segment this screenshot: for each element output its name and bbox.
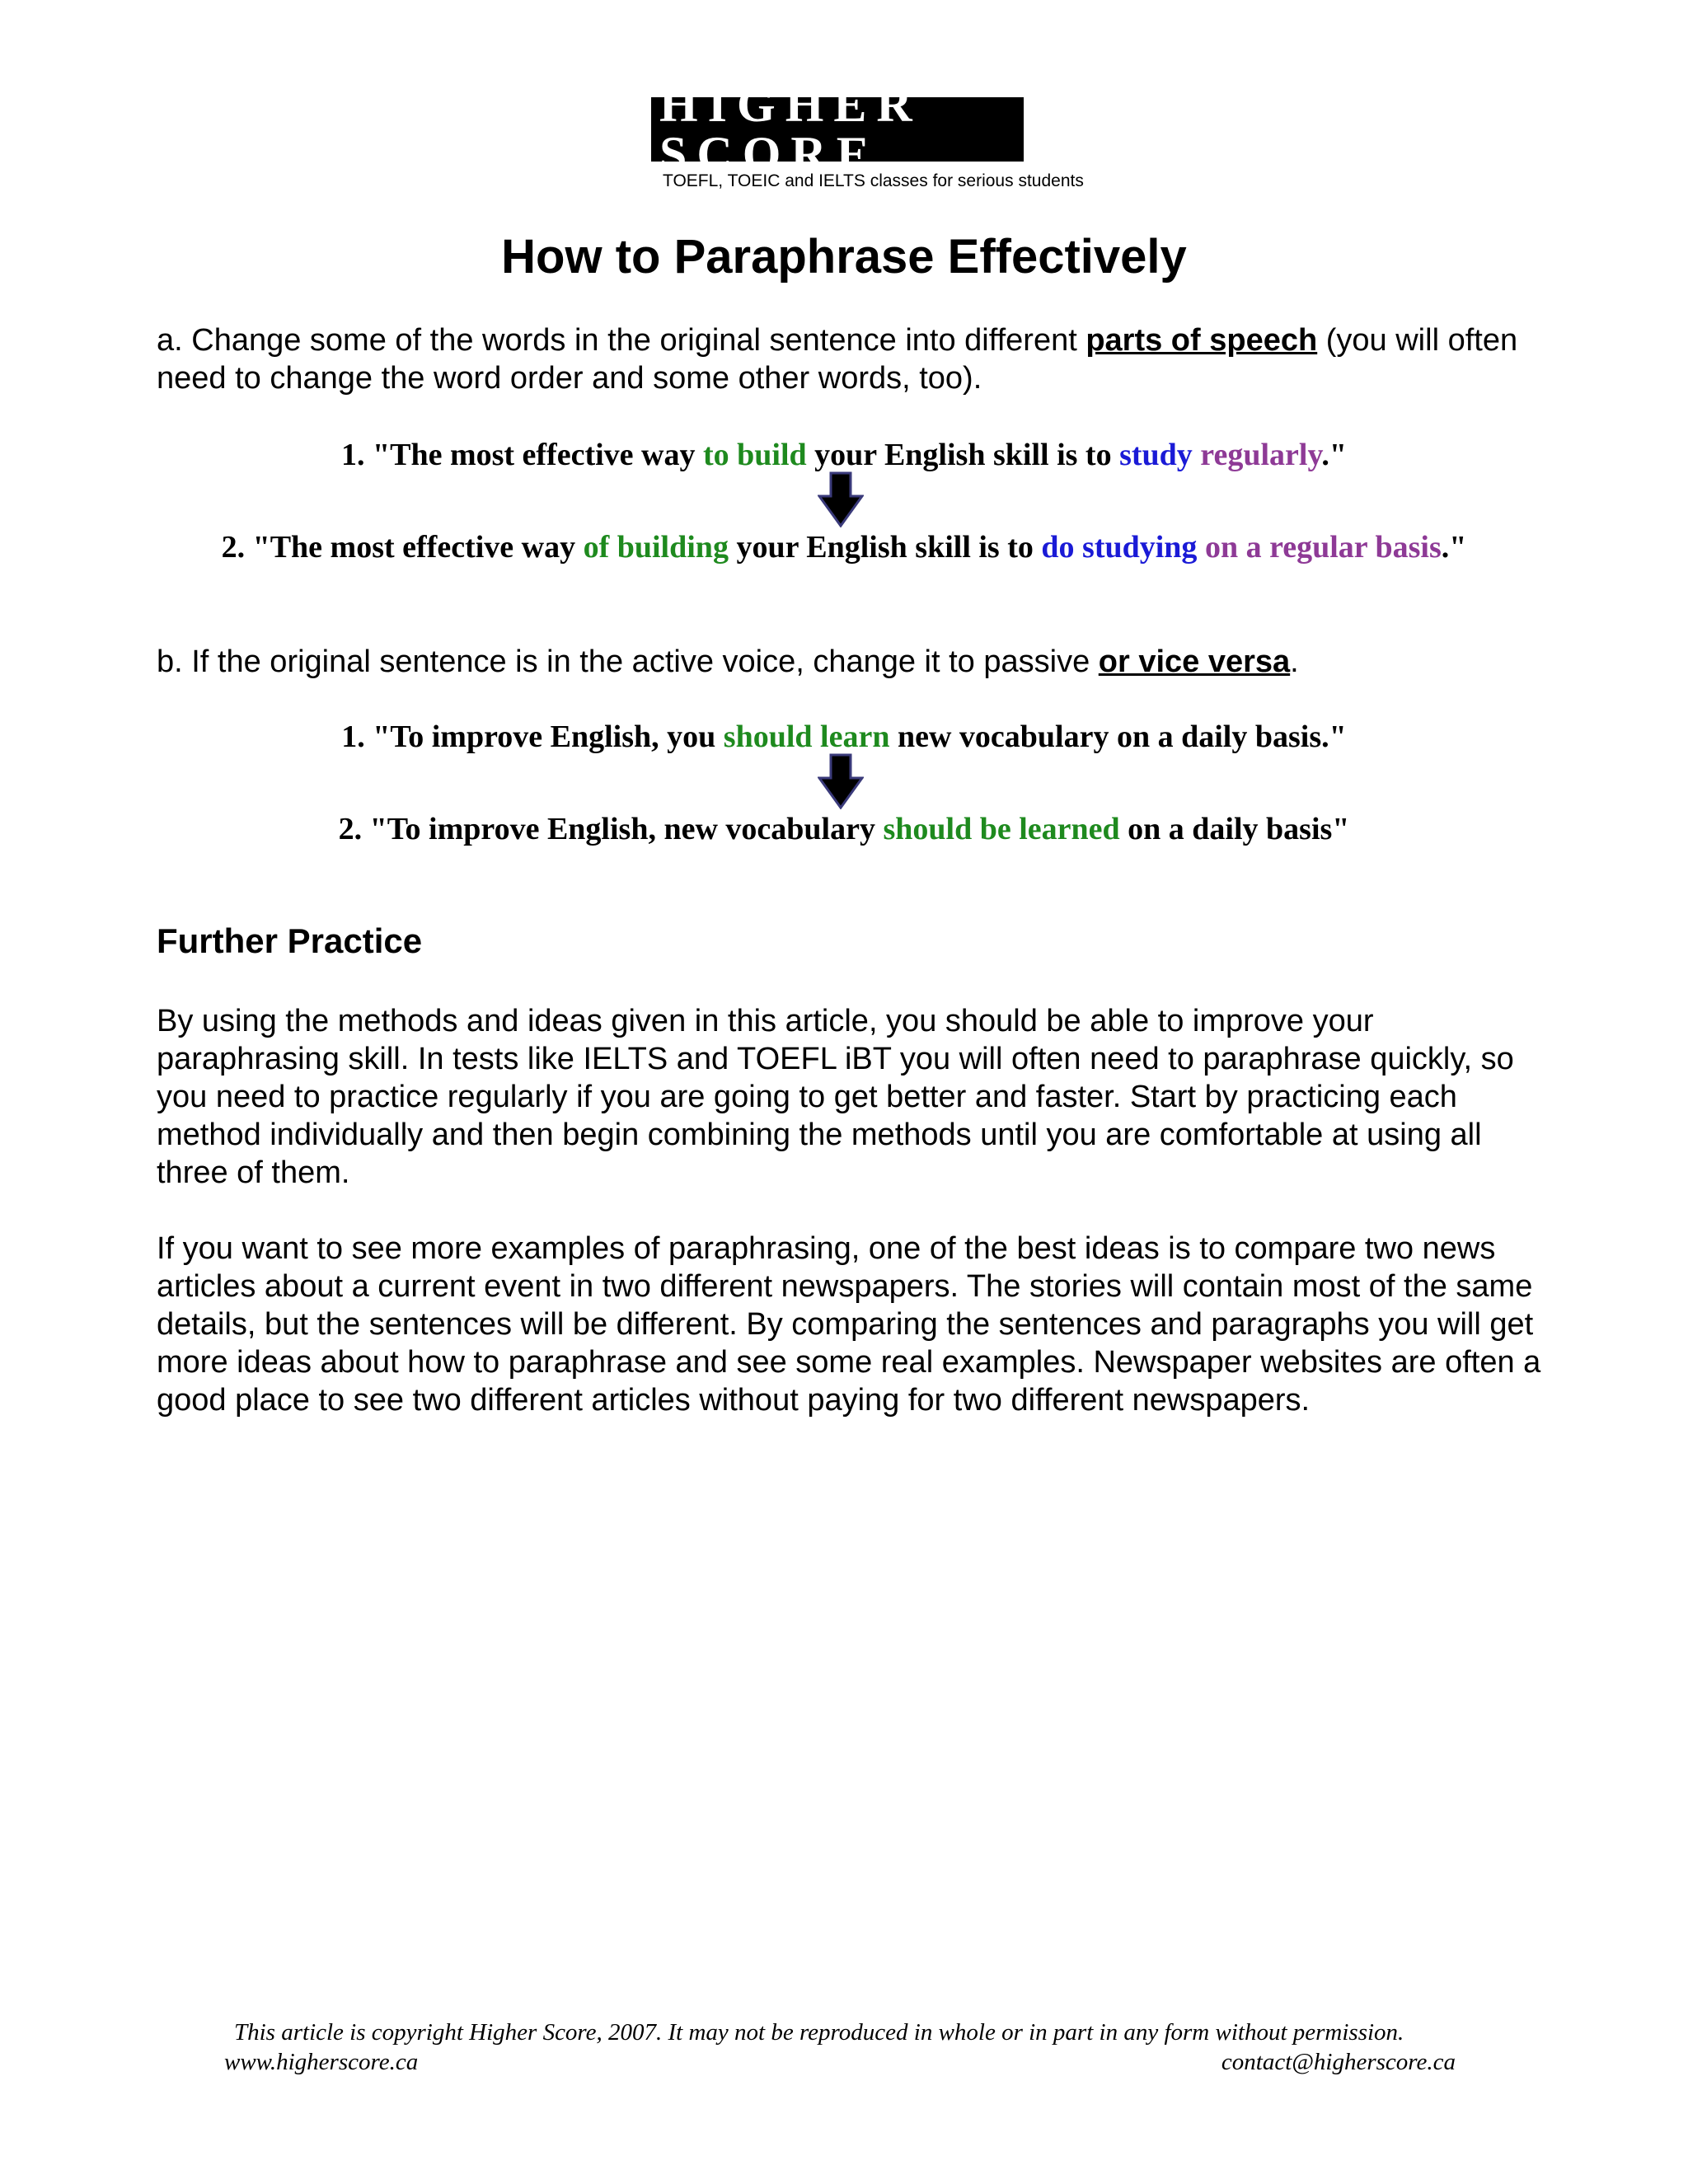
text-segment: ." <box>1321 438 1347 472</box>
further-practice-heading: Further Practice <box>157 921 423 960</box>
further-paragraph-1: By using the methods and ideas given in this article, you should be able to improve your paraphrasing skill. In tests like IELTS and TOEFL iBT you will often need to paraphrase quickly, so you need to practice regularly if you are going to get better and faster. Start by practicing each method individually and then begin combining the methods until you are comfortable at using all three of them. <box>157 1004 1514 1190</box>
text-segment: your English skill is to <box>806 438 1120 472</box>
down-arrow-icon <box>818 471 864 527</box>
logo-tagline: TOEFL, TOEIC and IELTS classes for serious students <box>663 171 1084 190</box>
text-segment: 1. "To improve English, you <box>341 719 724 754</box>
section-b-example-1 <box>0 719 1688 755</box>
section-a-example-1 <box>0 437 1688 473</box>
section-a-emphasis: parts of speech <box>1085 323 1318 358</box>
logo <box>651 77 1084 196</box>
text-segment: 1. "The most effective way <box>341 438 703 472</box>
section-a-intro-before: a. Change some of the words in the original sentence into different <box>157 323 1086 358</box>
page-title: How to Paraphrase Effectively <box>501 230 1187 284</box>
section-b-intro-before: b. If the original sentence is in the active voice, change it to passive <box>157 644 1099 679</box>
down-arrow-icon <box>818 753 864 809</box>
section-b-emphasis: or vice versa <box>1098 644 1291 679</box>
text-segment: on a daily basis" <box>1119 812 1350 846</box>
highlight-green: of building <box>583 530 729 565</box>
highlight-blue: study <box>1119 438 1193 472</box>
further-paragraph-2: If you want to see more examples of paraphrasing, one of the best ideas is to compare two news articles about a current event in two different newspapers. The stories will contain most of the same details, but the sentences will be different. By comparing the sentences and paragraphs you will get more ideas about how to paraphrase and see some real examples. Newspaper websites are often a good place to see two different articles without paying for two different newspapers. <box>157 1231 1541 1418</box>
footer-email: contact@higherscore.ca <box>1221 2049 1456 2075</box>
text-segment <box>1193 438 1201 472</box>
highlight-green: should be learned <box>883 812 1120 846</box>
text-segment: 2. "To improve English, new vocabulary <box>338 812 884 846</box>
footer-website: www.higherscore.ca <box>224 2049 419 2075</box>
text-segment: your English skill is to <box>728 530 1042 565</box>
text-segment: ." <box>1441 530 1467 565</box>
section-a-intro-after: (you will often need to change the word order and some other words, too). <box>157 323 1518 396</box>
highlight-green: should learn <box>723 719 890 754</box>
highlight-green: to build <box>702 438 807 472</box>
logo-text: HIGHER SCORE <box>659 77 922 181</box>
text-segment <box>1197 530 1205 565</box>
section-a-example-2 <box>0 529 1688 565</box>
section-b-intro-after: . <box>1290 644 1299 679</box>
text-segment: new vocabulary on a daily basis." <box>889 719 1347 754</box>
section-b-intro <box>157 643 1541 681</box>
highlight-purple: on a regular basis <box>1204 530 1442 565</box>
logo-box <box>651 77 1024 181</box>
section-a-intro <box>157 321 1541 397</box>
text-segment: 2. "The most effective way <box>221 530 584 565</box>
section-b-example-2 <box>0 811 1688 847</box>
highlight-purple: regularly <box>1200 438 1322 472</box>
highlight-blue: do studying <box>1041 530 1198 565</box>
footer-copyright: This article is copyright Higher Score, 2007. It may not be reproduced in whole or in part in any form without permission. <box>234 2019 1404 2046</box>
